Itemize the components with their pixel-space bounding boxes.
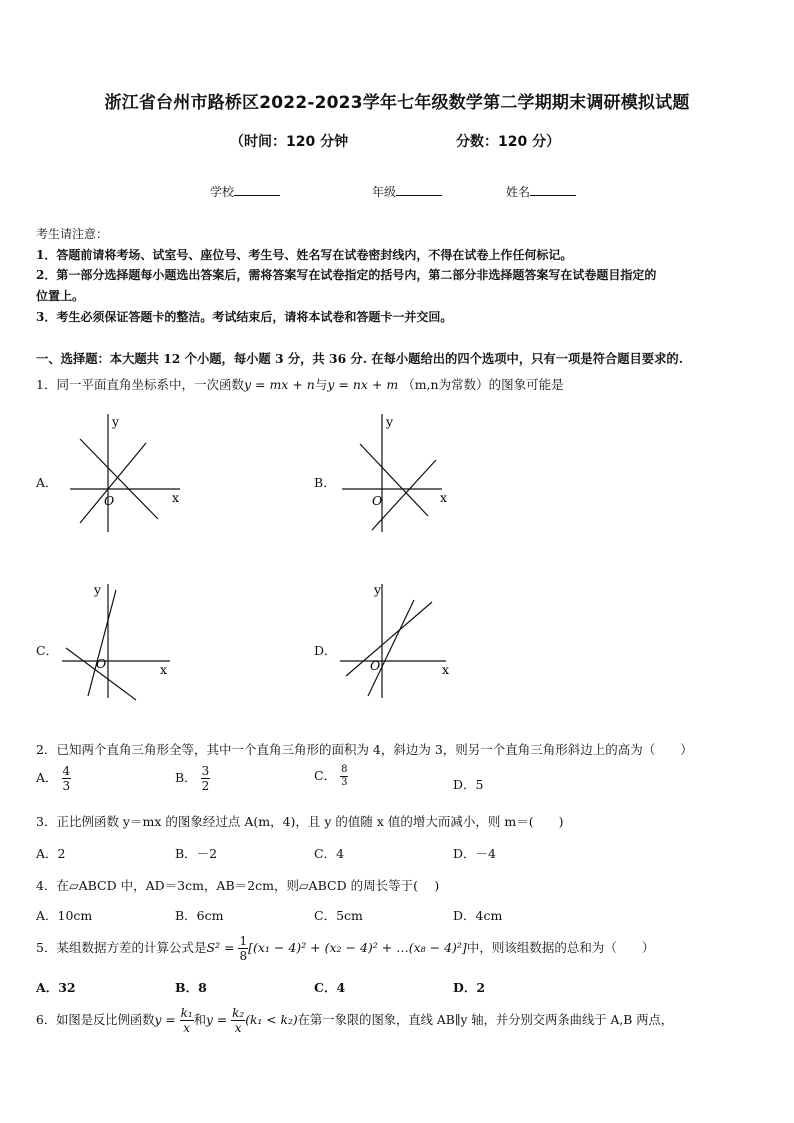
q1-option-c[interactable]: C． (36, 643, 59, 658)
notice-heading: 考生请注意： (36, 227, 109, 241)
q1-function-2: y = nx + m (327, 377, 399, 392)
q2-option-c-label: C． (314, 768, 337, 783)
numerator: k₁ (180, 1006, 193, 1020)
q2-option-a-fraction (62, 764, 72, 793)
q1-graph-a (64, 410, 194, 535)
graph-line-2 (80, 439, 158, 519)
q6-fraction-2 (231, 1006, 245, 1035)
question-6 (36, 1006, 673, 1035)
denominator: x (183, 1021, 191, 1035)
q1-graph-d (338, 578, 468, 703)
numerator: 1 (239, 934, 248, 948)
graph-line-1 (368, 600, 414, 696)
q4-option-a[interactable]: A．10cm (36, 908, 93, 923)
numerator: 4 (62, 764, 71, 778)
notice-item-3: 3．考生必须保证答题卡的整洁。考试结束后，请将本试卷和答题卡一并交回。 (36, 310, 453, 324)
q6-mid: 和 (193, 1013, 206, 1027)
denominator: 3 (341, 777, 348, 788)
q5-option-d[interactable]: D．2 (453, 980, 486, 995)
q6-prefix: 6．如图是反比例函数 (36, 1013, 155, 1027)
q1-graph-c (58, 578, 188, 703)
grade-label: 年级 (372, 185, 397, 199)
exam-score: 分数：120 分） (456, 134, 561, 150)
graph-line-2 (346, 602, 432, 676)
q5-option-c[interactable]: C．4 (314, 980, 346, 995)
q4-option-c[interactable]: C．5cm (314, 908, 363, 923)
y-label: y (374, 582, 382, 597)
question-4: 4．在▱ABCD 中，AD＝3cm，AB＝2cm，则▱ABCD 的周长等于( ) (36, 878, 440, 893)
q4-option-d[interactable]: D．4cm (453, 908, 503, 923)
school-blank[interactable] (234, 183, 280, 196)
question-5 (36, 934, 654, 963)
denominator: x (234, 1021, 242, 1035)
y-label: y (112, 414, 120, 429)
y-label: y (386, 414, 394, 429)
x-label: x (442, 662, 450, 677)
q1-paren: （m,n为常数）的图象可能是 (402, 377, 564, 392)
grade-blank[interactable] (396, 183, 442, 196)
q5-suffix: 中，则该组数据的总和为（ ） (466, 940, 655, 955)
numerator: 3 (201, 764, 210, 778)
y-label: y (94, 582, 102, 597)
origin-label: O (370, 658, 381, 673)
q1-prefix: 1．同一平面直角坐标系中，一次函数 (36, 377, 244, 392)
section-heading: 一、选择题：本大题共 12 个小题，每小题 3 分，共 36 分. 在每小题给出的四个选项中，只有一项是符合题目要求的. (36, 351, 683, 366)
q3-option-a[interactable]: A．2 (36, 846, 66, 861)
q2-option-b-fraction (201, 764, 211, 793)
q6-suffix: 在第一象限的图象，直线 AB∥y 轴，并分别交两条曲线于 A,B 两点， (297, 1013, 674, 1027)
origin-label: O (372, 493, 383, 508)
q3-option-c[interactable]: C．4 (314, 846, 345, 861)
school-field (210, 183, 280, 200)
q6-y1: y = (154, 1013, 176, 1027)
denominator: 8 (239, 949, 248, 963)
q3-option-d[interactable]: D．－4 (453, 846, 496, 861)
question-2: 2．已知两个直角三角形全等，其中一个直角三角形的面积为 4，斜边为 3，则另一个直角三角形斜边上的高为（ ） (36, 742, 693, 757)
q5-s2: S² = (206, 940, 235, 955)
graph-line-1 (80, 443, 146, 523)
q4-option-b[interactable]: B．6cm (175, 908, 224, 923)
q2-option-d-label: D． (453, 777, 476, 792)
q2-option-c[interactable] (314, 764, 348, 789)
q2-option-a-label: A． (36, 770, 58, 785)
question-3: 3．正比例函数 y＝mx 的图象经过点 A(m，4)，且 y 的值随 x 值的增大而减小，则 m＝( ) (36, 814, 564, 829)
q2-option-a[interactable] (36, 764, 71, 793)
notice-item-1: 1．答题前请将考场、试室号、座位号、考生号、姓名写在试卷密封线内，不得在试卷上作任何标记。 (36, 248, 573, 262)
q5-option-b[interactable]: B．8 (175, 980, 207, 995)
numerator: k₂ (232, 1006, 245, 1020)
q1-option-a[interactable]: A． (36, 475, 58, 490)
exam-time: （时间：120 分钟 (230, 134, 349, 150)
denominator: 3 (62, 779, 71, 793)
q1-option-d[interactable]: D． (314, 643, 337, 658)
q2-option-b-label: B． (175, 770, 197, 785)
q5-fraction (238, 934, 248, 963)
name-label: 姓名 (506, 185, 531, 199)
denominator: 2 (201, 779, 210, 793)
q2-option-d-value: 5 (475, 777, 484, 792)
origin-label: O (104, 493, 115, 508)
page-title: 浙江省台州市路桥区2022-2023学年七年级数学第二学期期末调研模拟试题 (104, 93, 690, 113)
q2-option-d[interactable] (453, 775, 483, 793)
q1-graph-b (338, 410, 468, 535)
school-label: 学校 (210, 185, 235, 199)
q5-formula: [(x₁ − 4)² + (x₂ − 4)² + …(x₈ − 4)²] (248, 940, 467, 955)
graph-line-1 (88, 590, 116, 696)
name-field (506, 183, 576, 200)
question-1 (36, 375, 564, 393)
x-label: x (160, 662, 168, 677)
name-blank[interactable] (530, 183, 576, 196)
q1-option-b[interactable]: B． (314, 475, 336, 490)
q6-condition: (k₁ < k₂) (245, 1013, 298, 1027)
q2-option-c-fraction (340, 764, 348, 789)
q5-option-a[interactable]: A．32 (36, 980, 76, 995)
x-label: x (172, 490, 180, 505)
notice-item-2: 2．第一部分选择题每小题选出答案后，需将答案写在试卷指定的括号内，第二部分非选择题答案写在试卷题目指定的 (36, 268, 657, 282)
numerator: 8 (341, 764, 348, 775)
q6-y2: y = (206, 1013, 228, 1027)
origin-label: O (96, 656, 107, 671)
grade-field (372, 183, 442, 200)
q5-prefix: 5．某组数据方差的计算公式是 (36, 940, 207, 955)
q1-function-1: y = mx + n (243, 377, 315, 392)
q2-option-b[interactable] (175, 764, 210, 793)
x-label: x (440, 490, 448, 505)
notice-item-2-cont: 位置上。 (36, 289, 85, 303)
q1-mid: 与 (314, 377, 328, 392)
q3-option-b[interactable]: B．－2 (175, 846, 218, 861)
q6-fraction-1 (180, 1006, 194, 1035)
